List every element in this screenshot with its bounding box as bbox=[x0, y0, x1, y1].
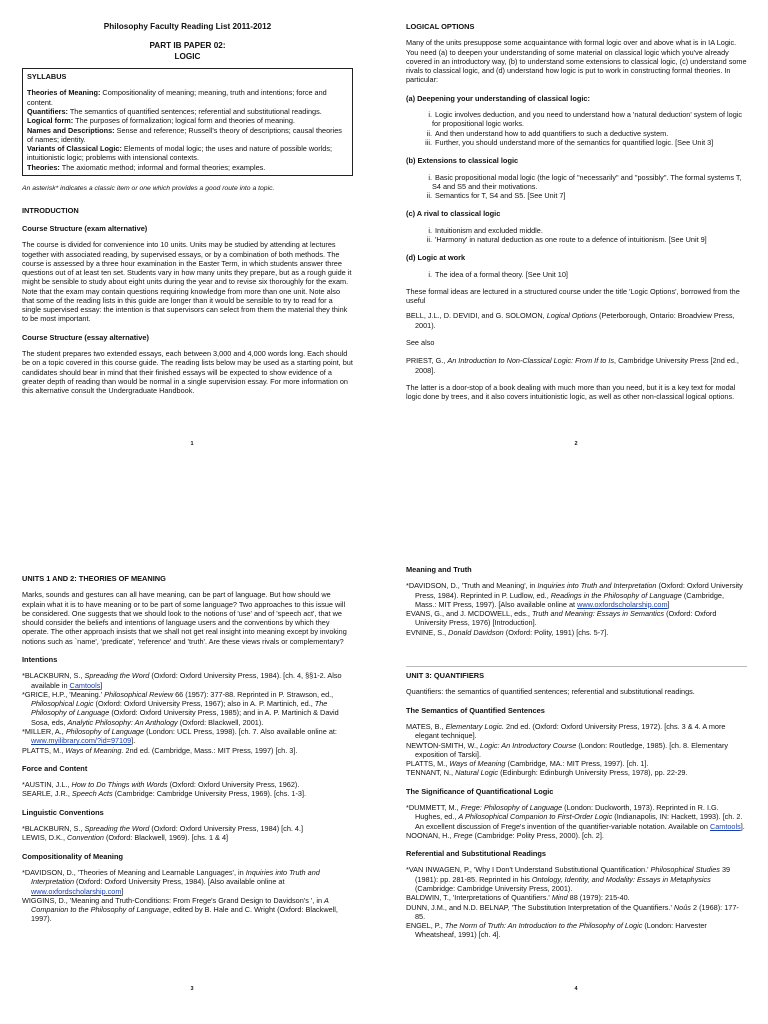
reference-text: ]. bbox=[131, 736, 136, 746]
reference-link[interactable]: www.oxfordscholarship.com bbox=[31, 886, 122, 896]
reference-text: TENNANT, N., bbox=[406, 768, 456, 778]
reference-text: ] bbox=[100, 680, 103, 690]
reading-list bbox=[22, 868, 353, 924]
reference-text: (Cambridge, Mass.: MIT Press, 1997). [Also available online at bbox=[415, 590, 724, 609]
reference-entry bbox=[22, 671, 353, 690]
reference-text: ] bbox=[121, 886, 124, 896]
page-number-1: 1 bbox=[190, 441, 194, 447]
reference-text: NEWTON-SMITH, W., bbox=[406, 740, 481, 750]
option-list-item bbox=[406, 173, 747, 192]
syllabus-description: The purposes of formalization; logical form and theories of meaning. bbox=[73, 116, 295, 126]
reference-title: Truth and Meaning: Essays in Semantics bbox=[531, 609, 665, 619]
reading-list bbox=[22, 671, 353, 754]
option-list-item bbox=[406, 191, 747, 200]
latter-text: The latter is a door-stop of a book dealing with much more than you need, but it is a key text for modal logic done by trees, and it also covers intuitionistic logic, as well as other non-classical logical options. bbox=[406, 382, 736, 402]
syllabus-item bbox=[27, 88, 348, 107]
option-list-item bbox=[406, 110, 747, 129]
reference-text: *BLACKBURN, S., bbox=[22, 671, 85, 681]
priest-reference bbox=[406, 356, 747, 375]
reading-list bbox=[406, 865, 747, 939]
unit-3-intro: Quantifiers: the semantics of quantified sentences; referential and substitutional readings. bbox=[406, 687, 695, 697]
section-divider bbox=[406, 666, 747, 667]
option-item-text: The idea of a formal theory. [See Unit 10] bbox=[435, 269, 568, 279]
reference-title: Analytic Philosophy: An Anthology bbox=[67, 717, 178, 727]
bell-details: (Peterborough, Ontario: Broadview Press, 2001). bbox=[415, 311, 735, 330]
reference-text: ]. bbox=[740, 821, 745, 831]
reference-text: (Edinburgh: Edinburgh University Press, 1978), pp. 22-29. bbox=[498, 768, 688, 778]
reference-text: WIGGINS, D., 'Meaning and Truth-Conditions: From Frege's Grand Design to Davidson's ', in bbox=[22, 895, 325, 905]
reference-text: (Cambridge, MA.: MIT Press, 1997). [ch. 1]. bbox=[505, 759, 649, 769]
syllabus-term: Quantifiers: bbox=[27, 107, 68, 117]
reference-title: How to Do Things with Words bbox=[71, 780, 168, 790]
reference-entry bbox=[406, 831, 747, 840]
reference-title: The Philosophy of Language bbox=[31, 699, 328, 718]
page-number-3: 3 bbox=[190, 986, 194, 992]
reference-text: *MILLER, A., bbox=[22, 726, 66, 736]
reference-title: Ways of Meaning bbox=[449, 759, 506, 769]
asterisk-note: An asterisk* indicates a classic item or one which provides a good route into a topic. bbox=[22, 184, 275, 192]
syllabus-term: Logical form: bbox=[27, 116, 74, 126]
reference-title: A Philosophical Companion to First-Order Logic bbox=[458, 812, 613, 822]
reference-title: Philosophical Review bbox=[104, 689, 174, 699]
reference-text: (London: Routledge, 1985). [ch. 8. Elementary exposition of Tarski]. bbox=[415, 740, 729, 759]
syllabus-description: The semantics of quantified sentences; referential and substitutional readings. bbox=[67, 107, 322, 117]
reference-text: (Oxford: Oxford University Press, 1967); also in A. P. Martinich, ed., bbox=[93, 699, 315, 709]
page-2 bbox=[406, 22, 747, 407]
essay-structure-heading: Course Structure (essay alternative) bbox=[22, 332, 149, 342]
essay-structure-text: The student prepares two extended essays, each between 3,000 and 4,000 words long. Each should be on a topic covered in this course guide. The reading lists below may be used as a starting point, but candidates should bear in mind that their finished essays will be expected to show evidence of a greater depth of reading than would be normal in a single supervision essay. For more information on this alternative consult the Undergraduate Handbook. bbox=[22, 349, 353, 396]
units-1-2-heading: UNITS 1 AND 2: THEORIES OF MEANING bbox=[22, 574, 166, 583]
reference-title: Ways of Meaning. bbox=[65, 745, 124, 755]
reference-text: ENGEL, P., bbox=[406, 921, 445, 931]
reference-text: (Oxford: Oxford University Press, 1984). Reprinted in P. Ludlow, ed., bbox=[415, 581, 743, 600]
reference-text: 66 (1957): 377-88. Reprinted in P. Strawson, ed., bbox=[173, 689, 334, 699]
meaning-truth-heading: Meaning and Truth bbox=[406, 565, 472, 574]
option-list bbox=[406, 270, 747, 279]
reference-title: Natural Logic bbox=[455, 768, 499, 778]
reading-section-heading: Linguistic Conventions bbox=[22, 807, 104, 817]
reference-text: EVNINE, S., bbox=[406, 627, 449, 637]
reading-list bbox=[22, 824, 353, 843]
reading-list bbox=[22, 780, 353, 799]
reference-title: Frege bbox=[453, 830, 473, 840]
roman-numeral: i. bbox=[428, 110, 432, 120]
roman-numeral: iii. bbox=[425, 137, 432, 147]
reference-text: *VAN INWAGEN, P., 'Why I Don't Understand Substitutional Quantification.' bbox=[406, 865, 651, 875]
reference-entry bbox=[22, 824, 353, 833]
reference-entry bbox=[406, 903, 747, 922]
reference-text: SEARLE, J.R., bbox=[22, 789, 72, 799]
reference-link[interactable]: Camtools bbox=[709, 821, 741, 831]
reference-title: Ontology, Identity, and Modality: Essays in Metaphysics bbox=[531, 874, 711, 884]
syllabus-item bbox=[27, 126, 348, 145]
syllabus-item bbox=[27, 116, 348, 125]
syllabus-term: Names and Descriptions: bbox=[27, 125, 115, 135]
reference-title: Readings in the Philosophy of Language bbox=[550, 590, 682, 600]
reference-title: Inquiries into Truth and Interpretation bbox=[31, 868, 320, 887]
reference-text: (Oxford: Oxford University Press, 1984) [ch. 4.] bbox=[149, 824, 304, 834]
reference-text: *AUSTIN, J.L., bbox=[22, 780, 72, 790]
option-list-item bbox=[406, 138, 747, 147]
reference-text: LEWIS, D.K., bbox=[22, 833, 68, 843]
unit-3-heading: UNIT 3: QUANTIFIERS bbox=[406, 670, 485, 680]
bell-authors: BELL, J.L., D. DEVIDI, and G. SOLOMON, bbox=[406, 311, 547, 321]
reference-title: Spreading the Word bbox=[84, 671, 150, 681]
option-section-heading: (d) Logic at work bbox=[406, 253, 466, 263]
reference-text: (London: UCL Press, 1998). [ch. 7. Also available online at: bbox=[144, 726, 337, 736]
syllabus-term: Variants of Classical Logic: bbox=[27, 144, 122, 154]
reference-text: *DAVIDSON, D., 'Theories of Meaning and Learnable Languages', in bbox=[22, 868, 246, 877]
syllabus-item bbox=[27, 163, 348, 172]
reference-entry bbox=[22, 727, 353, 746]
syllabus-heading: SYLLABUS bbox=[27, 72, 67, 82]
option-section-heading: (c) A rival to classical logic bbox=[406, 209, 501, 219]
option-item-text: Basic propositional modal logic (the logic of "necessarily" and "possibly". The formal systems T, S4 and S5 and their motivations. bbox=[432, 172, 742, 191]
page-3 bbox=[22, 574, 353, 931]
option-item-text: And then understand how to add quantifiers to such a deductive system. bbox=[435, 128, 669, 138]
priest-title: An Introduction to Non-Classical Logic: From If to Is bbox=[447, 356, 615, 366]
option-item-text: Logic involves deduction, and you need to understand how a 'natural deduction' system of logic for propositional logic works. bbox=[432, 110, 743, 129]
reference-title: Mind bbox=[551, 893, 568, 903]
reference-link[interactable]: www.oxfordscholarship.com bbox=[577, 599, 668, 609]
reference-title: Philosophical Studies bbox=[650, 865, 720, 875]
option-list bbox=[406, 173, 747, 201]
roman-numeral: ii. bbox=[426, 235, 432, 245]
reading-section-heading: The Significance of Quantificational Logic bbox=[406, 786, 554, 796]
logical-options-intro: Many of the units presuppose some acquaintance with formal logic over and above what is in IA Logic. You need (a) to deepen your understanding of some material on classical logic which you've already covered in an introductory way, (b) to understand some extensions to classical logic, (c) understand some rivals to classical logic, and (d) understand how logic is put to work in constructing formal theories. In particular: bbox=[406, 38, 747, 85]
reference-entry bbox=[22, 868, 353, 896]
exam-structure-heading: Course Structure (exam alternative) bbox=[22, 223, 148, 233]
reference-entry bbox=[406, 759, 747, 768]
reference-text: (Oxford: Oxford University Press, 1984). [ch. 4, §§1-2. Also available in bbox=[31, 671, 342, 690]
reference-entry bbox=[22, 690, 353, 727]
reference-text: EVANS, G., and J. MCDOWELL, eds., bbox=[406, 609, 532, 619]
logical-options-sections bbox=[406, 94, 747, 279]
reference-title: Spreading the Word bbox=[84, 824, 150, 834]
reference-text: 2 (1968): 177-85. bbox=[415, 902, 739, 921]
bell-title: Logical Options bbox=[546, 311, 598, 321]
reference-text: (Oxford: Blackwell, 1969). [chs. 1 & 4] bbox=[103, 833, 229, 843]
reference-entry bbox=[406, 865, 747, 893]
page-number-4: 4 bbox=[574, 986, 578, 992]
reference-title: Donald Davidson bbox=[448, 627, 504, 637]
logical-options-heading: LOGICAL OPTIONS bbox=[406, 22, 475, 31]
reading-section-heading: The Semantics of Quantified Sentences bbox=[406, 705, 545, 715]
option-list bbox=[406, 226, 747, 245]
reference-title: Convention bbox=[67, 833, 104, 843]
reference-entry bbox=[406, 803, 747, 831]
reference-text: (Oxford: Oxford University Press, 1962). bbox=[167, 780, 300, 790]
syllabus-box bbox=[22, 68, 353, 176]
option-section-heading: (a) Deepening your understanding of classical logic: bbox=[406, 93, 590, 103]
document-title: Philosophy Faculty Reading List 2011-2012 bbox=[103, 22, 272, 31]
units-1-2-sections bbox=[22, 655, 353, 924]
units-1-2-intro: Marks, sounds and gestures can all have meaning, can be part of language. But how should we explain what it is to have meaning or to be part of some language? Two approaches to this issue will be considered. One suggests that we should look to the notions of 'use' and of 'speech act', that we should consider the beliefs and intentions of language users and the conventions by which they operate. The other approach insists that we shall not get real insight into meaning except by invoking notions such as `name', 'predicate', 'reference' and 'truth'. Are these views rivals or complementary? bbox=[22, 590, 347, 646]
reference-text: (Oxford: Blackwell, 2001). bbox=[177, 717, 264, 727]
reference-text: PLATTS, M., bbox=[406, 759, 450, 769]
reading-section-heading: Compositionality of Meaning bbox=[22, 851, 124, 861]
reference-text: (Cambridge: Cambridge University Press, 1969). [chs. 1-3]. bbox=[112, 789, 307, 799]
reference-link[interactable]: www.myilibrary.com/?id=97109 bbox=[31, 736, 132, 746]
meaning-truth-references bbox=[406, 581, 747, 637]
syllabus-item bbox=[27, 107, 348, 116]
reference-text: *DUMMETT, M., bbox=[406, 803, 461, 813]
reference-text: (Cambridge: Cambridge University Press, 2001). bbox=[415, 884, 573, 893]
reference-text: DUNN, J.M., and N.D. BELNAP, 'The Substitution Interpretation of the Quantifiers.' bbox=[406, 902, 674, 912]
roman-numeral: ii. bbox=[426, 128, 432, 138]
syllabus-items bbox=[27, 88, 348, 171]
reading-section-heading: Referential and Substitutional Readings bbox=[406, 849, 547, 859]
reference-title: The Norm of Truth: An Introduction to the Philosophy of Logic bbox=[444, 921, 643, 931]
option-list-item bbox=[406, 129, 747, 138]
reference-text: ] bbox=[667, 599, 670, 609]
roman-numeral: i. bbox=[428, 225, 432, 235]
roman-numeral: ii. bbox=[426, 191, 432, 201]
priest-author: PRIEST, G., bbox=[406, 356, 448, 366]
bell-reference bbox=[406, 311, 747, 330]
option-list-item bbox=[406, 226, 747, 235]
syllabus-term: Theories: bbox=[27, 162, 60, 172]
reference-entry bbox=[22, 780, 353, 789]
lectured-text: These formal ideas are lectured in a structured course under the title 'Logic Options', borrowed from the useful bbox=[406, 286, 740, 306]
reference-text: (Oxford: Polity, 1991) [chs. 5-7]. bbox=[503, 627, 609, 637]
option-item-text: 'Harmony' in natural deduction as one route to a defence of intuitionism. [See Unit 9] bbox=[435, 235, 707, 245]
page-number-2: 2 bbox=[574, 441, 578, 447]
reference-entry bbox=[22, 896, 353, 924]
option-item-text: Semantics for T, S4 and S5. [See Unit 7] bbox=[435, 191, 566, 201]
reference-title: Elementary Logic. bbox=[445, 722, 505, 732]
reference-text: (Oxford: Oxford University Press, 1984). [Also available online at bbox=[74, 877, 285, 887]
reading-list bbox=[406, 803, 747, 840]
reference-entry bbox=[406, 722, 747, 741]
reference-text: (London: Duckworth, 1973). Reprinted in R. I.G. Hughes, ed., bbox=[415, 803, 719, 822]
reference-title: Logic: An Introductory Course bbox=[480, 740, 577, 750]
syllabus-description: Compositionality of meaning; meaning, truth and intentions; force and content. bbox=[27, 88, 327, 107]
reference-title: Speech Acts bbox=[71, 789, 113, 799]
syllabus-item bbox=[27, 144, 348, 163]
paper-subtitle: PART IB PAPER 02: bbox=[149, 41, 226, 51]
reference-text: 88 (1979): 215-40. bbox=[567, 893, 630, 903]
page-1 bbox=[22, 22, 353, 401]
paper-subject: LOGIC bbox=[174, 51, 201, 61]
reference-entry bbox=[406, 581, 747, 609]
reference-text: BALDWIN, T., 'Interpretations of Quantifiers.' bbox=[406, 893, 552, 903]
reference-title: Noûs bbox=[673, 902, 691, 912]
roman-numeral: i. bbox=[428, 269, 432, 279]
option-item-text: Further, you should understand more of the semantics for quantified logic. [See Unit 3] bbox=[435, 137, 714, 147]
option-list-item bbox=[406, 270, 747, 279]
priest-details: , Cambridge University Press [2nd ed., 2008]. bbox=[415, 356, 739, 375]
option-list-item bbox=[406, 235, 747, 244]
syllabus-description: Sense and reference; Russell's theory of descriptions; causal theories of names; identity. bbox=[27, 125, 342, 144]
reference-text: (Oxford: Oxford University Press, 1976) [Introduction]. bbox=[415, 609, 717, 628]
reference-title: Inquiries into Truth and Interpretation bbox=[537, 581, 657, 591]
reference-entry bbox=[406, 741, 747, 760]
reference-entry bbox=[22, 789, 353, 798]
syllabus-description: Elements of modal logic; the uses and nature of possible worlds; intuitionistic logic; problems with intensional contexts. bbox=[27, 144, 333, 163]
reference-title: Frege: Philosophy of Language bbox=[460, 803, 563, 813]
reading-section-heading: Intentions bbox=[22, 654, 58, 664]
reading-section-heading: Force and Content bbox=[22, 763, 88, 773]
reference-text: (London: Harvester Wheatsheaf, 1991) [ch. 4]. bbox=[415, 921, 707, 940]
option-list bbox=[406, 110, 747, 147]
introduction-heading: INTRODUCTION bbox=[22, 205, 79, 215]
reference-title: A Companion to the Philosophy of Language bbox=[31, 895, 329, 915]
reference-title: Philosophy of Language bbox=[65, 726, 145, 736]
reference-text: (Oxford: Oxford University Press, 1985); and in A. P. Martinich & David Sosa, eds, bbox=[31, 708, 339, 727]
reference-entry bbox=[22, 833, 353, 842]
reference-text: (Cambridge: Polity Press, 2000). [ch. 2]. bbox=[472, 830, 604, 840]
reference-text: *DAVIDSON, D., 'Truth and Meaning', in bbox=[406, 581, 538, 591]
syllabus-term: Theories of Meaning: bbox=[27, 88, 101, 98]
option-section-heading: (b) Extensions to classical logic bbox=[406, 156, 519, 166]
reference-text: 39 (1981): pp. 281-85. Reprinted in his bbox=[415, 865, 731, 884]
reference-entry bbox=[406, 628, 747, 637]
see-also: See also bbox=[406, 338, 435, 347]
reading-list bbox=[406, 722, 747, 778]
reference-text: 2nd ed. (Cambridge, Mass.: MIT Press, 1997) [ch. 3]. bbox=[123, 745, 298, 755]
exam-structure-text: The course is divided for convenience into 10 units. Units may be studied by attending at lectures together with associated reading, by supervised essays, or by a combination of both methods. The course is assessed by a three hour examination in the Easter Term, in which students answer three questions out of at least ten set. Students vary in how many units they prepare, but as a rough guide it might be sensible to study about eight units during the year and to revise six thoroughly for the exam. Note that the exam may contain questions requiring knowledge from more than one unit. Note also that some of the reading lists in this guide are longer than it would be sensible to try to read for a single supervised essay: the intention is that supervisors can select from them the material they think to be most important. bbox=[22, 240, 352, 324]
reference-text: , edited by B. Hale and C. Wright (Oxford: Blackwell, 1997). bbox=[31, 905, 338, 924]
reference-entry bbox=[406, 893, 747, 902]
syllabus-description: The axiomatic method; informal and formal theories; examples. bbox=[59, 162, 266, 172]
reference-text: MATES, B., bbox=[406, 722, 446, 732]
reference-entry bbox=[406, 609, 747, 628]
option-item-text: Intuitionism and excluded middle. bbox=[435, 225, 543, 235]
reference-link[interactable]: Camtools bbox=[69, 680, 101, 690]
page-4 bbox=[406, 565, 747, 947]
reference-text: NOONAN, H., bbox=[406, 830, 454, 840]
reference-entry bbox=[406, 921, 747, 940]
reference-text: PLATTS, M., bbox=[22, 745, 66, 755]
reference-text: *GRICE, H.P., 'Meaning.' bbox=[22, 689, 105, 699]
reference-title: Philosophical Logic bbox=[31, 699, 94, 709]
reference-text: *BLACKBURN, S., bbox=[22, 824, 85, 834]
roman-numeral: i. bbox=[428, 172, 432, 182]
reference-entry bbox=[406, 768, 747, 777]
reference-text: 2nd ed. (Oxford: Oxford University Press, 1972). [chs. 3 & 4. A more elegant technique]. bbox=[415, 722, 726, 741]
reference-text: (Indianapolis, IN: Hackett, 1993). [ch. 2. An excellent discussion of Frege's invention of the quantifier-variable notation. Available on bbox=[415, 812, 743, 831]
reference-entry bbox=[22, 746, 353, 755]
unit-3-sections bbox=[406, 706, 747, 940]
